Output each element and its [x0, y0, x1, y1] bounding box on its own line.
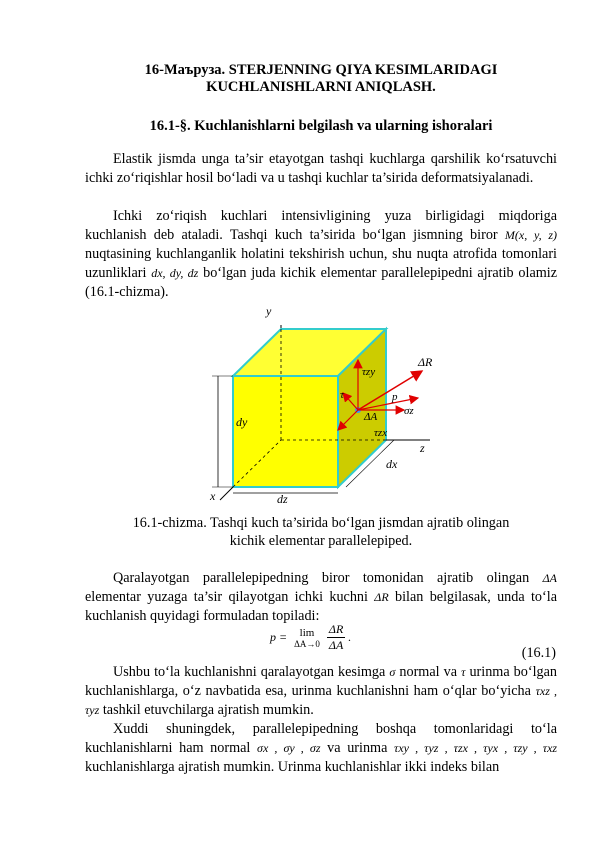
math-point-m: M(x, y, z) — [504, 228, 557, 242]
sigma-z-label: σz — [404, 405, 414, 417]
math-tau-components: τxz , τyz — [85, 684, 558, 717]
math-dimensions: dx, dy, dz — [151, 266, 199, 280]
p-label: p — [392, 391, 398, 403]
formula-lhs: p = — [270, 630, 288, 644]
p3-text-b: elementar yuzaga ta’sir qilayotgan ichki kuchni — [85, 589, 368, 605]
math-sigmas: σx , σy , σz — [257, 741, 321, 755]
figure-parallelepiped — [200, 300, 460, 510]
dy-label: dy — [236, 415, 248, 429]
formula-numerator: ΔR — [328, 622, 344, 636]
math-sigma: σ — [389, 665, 396, 679]
p3-text-c: bilan belgilasak, unda to‘la kuchlanish quyidagi formuladan topiladi: — [85, 589, 557, 624]
formula-16-1 — [270, 622, 351, 653]
p5-text-a: Xuddi shuningdek, parallelepipedning boshqa tomonlaridagi to‘la kuchlanishlarni ham normal — [85, 721, 557, 756]
p4-text-a: Ushbu to‘la kuchlanishni qaralayotgan kesimga — [113, 664, 386, 680]
p2-text-b: nuqtasining kuchlanganlik holatini tekshirish uchun, shu nuqta atrofida tomonlari uzunliklari — [85, 246, 557, 281]
title-line-1: 16-Маъруза. STERJENNING QIYA KESIMLARIDAGI — [144, 62, 498, 78]
p4-text-b: normal va — [399, 664, 458, 680]
figure-caption — [85, 514, 557, 550]
formula-denominator: ΔA — [328, 638, 344, 652]
formula-lim: lim — [299, 626, 315, 639]
delta-r-label: ΔR — [418, 355, 433, 369]
paragraph-5 — [85, 720, 557, 777]
formula-limit — [294, 627, 320, 649]
paragraph-4 — [85, 663, 557, 720]
p5-text-b: va urinma — [327, 740, 388, 756]
paragraph-2 — [85, 207, 557, 302]
math-delta-a: ΔA — [542, 571, 557, 585]
p2-text-a: Ichki zo‘riqish kuchlari intensivligining yuza birligidagi miqdoriga kuchlanish deb ataladi. Tashqi kuch ta’sirida bo‘lgan jismning biror — [85, 208, 557, 243]
math-taus: τxy , τyz , τzx , τyx , τzy , τxz — [394, 741, 558, 755]
p5-text-c: kuchlanishlarga ajratish mumkin. Urinma kuchlanishlar ikki indeks bilan — [85, 759, 500, 775]
math-delta-r: ΔR — [374, 590, 389, 604]
paragraph-1: Elastik jismda unga ta’sir etayotgan tashqi kuchlarga qarshilik ko‘rsatuvchi ichki zo‘riqishlar hosil bo‘ladi va u tashqi kuchlar ta’sirida deformatsiyalanadi. — [85, 151, 557, 186]
cube-front-face — [233, 376, 338, 487]
caption-line-2: kichik elementar parallelepiped. — [229, 533, 413, 549]
tau-label: τ — [340, 389, 344, 401]
tau-zx-label: τzx — [374, 427, 388, 439]
section-heading: 16.1-§. Kuchlanishlarni belgilash va ularning ishoralari — [149, 118, 493, 134]
p4-text-c: urinma bo‘lgan kuchlanishlarga, o‘z navbatida esa, urinma kuchlanishni ham o‘qlar bo‘yicha — [85, 664, 558, 699]
math-tau: τ — [461, 665, 466, 679]
paragraph-3 — [85, 569, 557, 626]
z-axis-label: z — [420, 441, 425, 455]
tau-zy-label: τzy — [362, 366, 376, 378]
p2-text-c: bo‘lgan juda kichik elementar parallelepipedni ajratib olamiz (16.1-chizma). — [85, 265, 558, 300]
caption-line-1: 16.1-chizma. Tashqi kuch ta’sirida bo‘lgan jismdan ajratib olingan — [132, 515, 510, 531]
lecture-title — [85, 62, 557, 96]
formula-fraction — [327, 622, 345, 653]
formula-lim-sub: ΔA→0 — [294, 638, 320, 649]
dx-label: dx — [386, 457, 398, 471]
x-axis-label: x — [210, 489, 216, 503]
dz-label: dz — [277, 492, 288, 506]
p3-text-a: Qaralayotgan parallelepipedning biror tomonidan ajratib olingan — [113, 570, 530, 586]
title-line-2: KUCHLANISHLARNI ANIQLASH. — [206, 79, 436, 95]
delta-a-label: ΔA — [364, 411, 378, 423]
p4-text-d: tashkil etuvchilarga ajratish mumkin. — [102, 702, 314, 718]
y-axis-label: y — [266, 304, 272, 318]
equation-number: (16.1) — [521, 645, 556, 661]
formula-end: . — [348, 630, 352, 644]
x-axis — [220, 487, 233, 500]
